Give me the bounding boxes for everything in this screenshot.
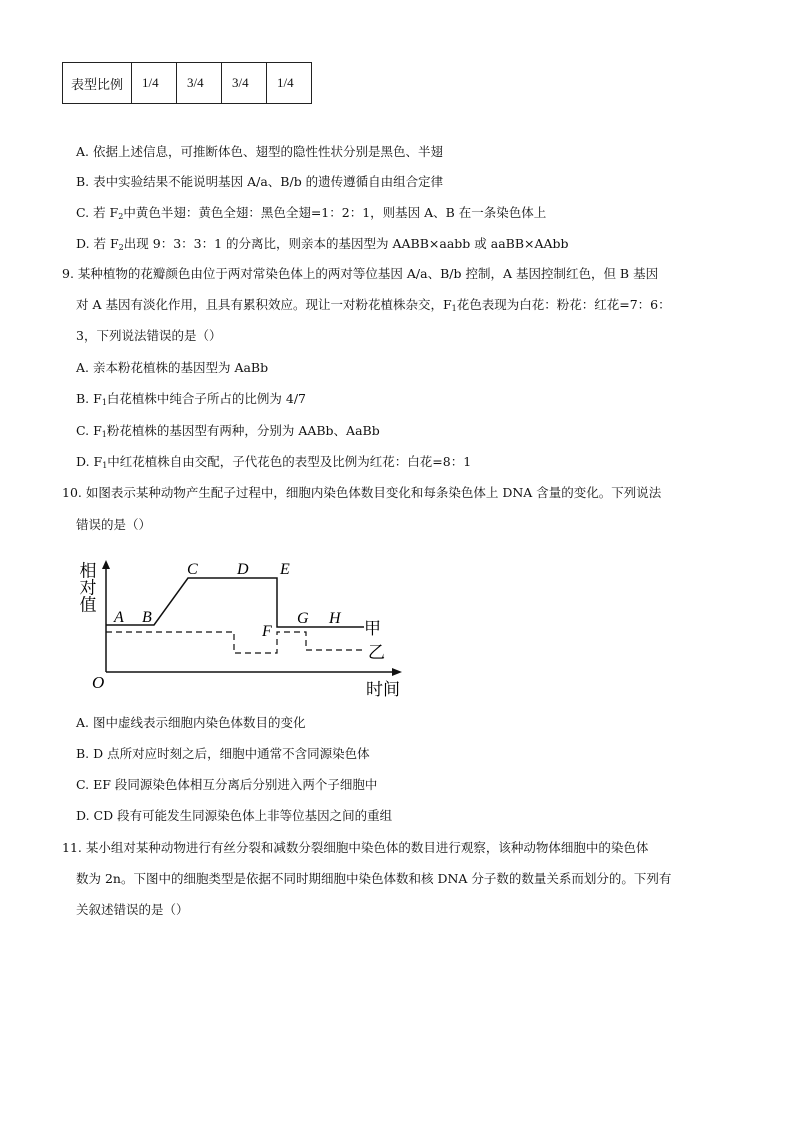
- y-axis-arrow: [102, 560, 110, 569]
- point-label-a: A: [114, 609, 124, 626]
- phenotype-ratio-table: [62, 62, 312, 104]
- q9-stem-line-2: 对 A 基因有淡化作用，且具有累积效应。现让一对粉花植株杂交，$F_1$花色表现为白花：粉花：红花=7：6：: [76, 297, 671, 313]
- table-cell: 1/4: [267, 63, 312, 104]
- x-axis-arrow: [392, 668, 402, 676]
- x-axis-label: 时间: [366, 680, 400, 699]
- q9-option-d: D. $F_1$中红花植株自由交配，子代花色的表型及比例为红花：白花=8：1: [76, 454, 472, 470]
- table-cell: 3/4: [177, 63, 222, 104]
- point-label-g: G: [297, 610, 309, 627]
- point-label-h: H: [329, 610, 341, 627]
- table-cell: 3/4: [222, 63, 267, 104]
- q11-stem-line-2: 数为 2n。下图中的细胞类型是依据不同时期细胞中染色体数和核 DNA 分子数的数量关系而划分的。下列有: [76, 871, 672, 886]
- series-label-solid: 甲: [364, 619, 381, 638]
- q9-stem-line-1: 9. 某种植物的花瓣颜色由位于两对常染色体上的两对等位基因 A/a、B/b 控制，A 基因控制红色，但 B 基因: [62, 266, 659, 281]
- point-label-f: F: [262, 623, 272, 640]
- q8-option-a: A. 依据上述信息，可推断体色、翅型的隐性性状分别是黑色、半翅: [76, 144, 443, 159]
- dna-chromosome-graph: [66, 552, 416, 700]
- point-label-c: C: [187, 561, 198, 578]
- q10-option-b: B. D 点所对应时刻之后，细胞中通常不含同源染色体: [76, 746, 370, 761]
- table-cell: 1/4: [132, 63, 177, 104]
- q10-stem-line-1: 10. 如图表示某种动物产生配子过程中，细胞内染色体数目变化和每条染色体上 DNA 含量的变化。下列说法: [62, 485, 662, 500]
- point-label-b: B: [142, 609, 152, 626]
- q10-option-d: D. CD 段有可能发生同源染色体上非等位基因之间的重组: [76, 808, 393, 823]
- table-row: [63, 63, 312, 104]
- q10-option-a: A. 图中虚线表示细胞内染色体数目的变化: [76, 715, 306, 730]
- y-axis-label: 相对值: [76, 561, 96, 613]
- q10-option-c: C. EF 段同源染色体相互分离后分别进入两个子细胞中: [76, 777, 378, 792]
- point-label-d: D: [237, 561, 249, 578]
- q9-option-b: B. $F_1$白花植株中纯合子所占的比例为 4/7: [76, 391, 306, 407]
- series-label-dashed: 乙: [368, 643, 385, 662]
- q11-stem-line-3: 关叙述错误的是（）: [76, 902, 189, 917]
- q8-option-c: C. 若 $F_2$中黄色半翅：黄色全翅：黑色全翅=1：2：1，则基因 A、B 在一条染色体上: [76, 205, 547, 221]
- q9-option-a: A. 亲本粉花植株的基因型为 AaBb: [76, 360, 269, 375]
- q9-stem-line-3: 3，下列说法错误的是（）: [76, 328, 222, 343]
- q11-stem-line-1: 11. 某小组对某种动物进行有丝分裂和减数分裂细胞中染色体的数目进行观察，该种动物体细胞中的染色体: [62, 840, 649, 855]
- q8-option-d: D. 若 $F_2$出现 9：3：3：1 的分离比，则亲本的基因型为 AABB×aabb 或 aaBB×AAbb: [76, 236, 569, 252]
- q8-option-b: B. 表中实验结果不能说明基因 A/a、B/b 的遗传遵循自由组合定律: [76, 174, 444, 189]
- q9-option-c: C. $F_1$粉花植株的基因型有两种，分别为 AABb、AaBb: [76, 423, 380, 439]
- point-label-e: E: [280, 561, 290, 578]
- q10-stem-line-2: 错误的是（）: [76, 517, 152, 532]
- dashed-curve: [106, 632, 366, 653]
- origin-label: O: [92, 673, 105, 692]
- table-header-cell: 表型比例: [63, 63, 132, 104]
